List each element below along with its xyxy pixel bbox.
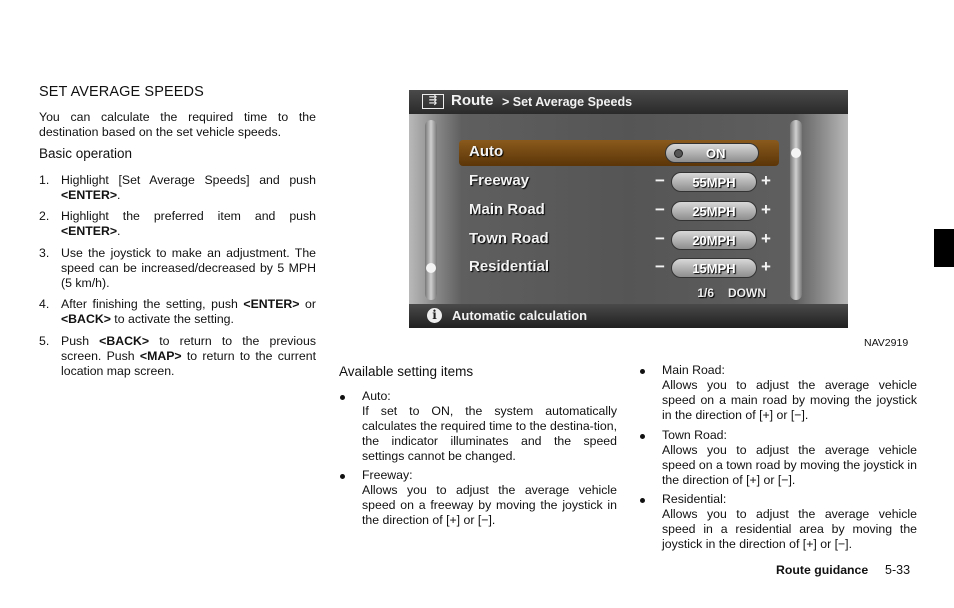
- figure-caption: NAV2919: [864, 337, 909, 349]
- route-icon: ⇶: [422, 94, 444, 109]
- row-main-road[interactable]: [459, 198, 779, 224]
- step-number: 1.: [39, 173, 50, 187]
- intro-paragraph: You can calculate the required time to the destination based on the set vehicle speeds.: [39, 110, 316, 139]
- step-text: .: [117, 188, 121, 202]
- basic-operation-heading: Basic operation: [39, 146, 133, 161]
- bullet-icon: [640, 498, 645, 503]
- bullet-icon: [340, 395, 345, 400]
- row-auto[interactable]: [459, 140, 779, 166]
- bullet-icon: [340, 474, 345, 479]
- speed-value: 20MPH: [671, 230, 757, 250]
- step-number: 3.: [39, 246, 50, 260]
- step-text: to return to the previous screen. Push: [61, 334, 316, 363]
- enter-key: <ENTER>: [243, 297, 300, 311]
- nav-screen-figure: [409, 90, 848, 328]
- scrollbar-left: [425, 120, 437, 300]
- step-number: 2.: [39, 209, 50, 223]
- item-town-road: [640, 428, 917, 488]
- step-text: or: [299, 297, 316, 311]
- back-key: <BACK>: [61, 312, 111, 326]
- map-key: <MAP>: [139, 349, 182, 363]
- info-icon: i: [427, 308, 442, 323]
- item-name: Residential:: [662, 492, 727, 506]
- step-5: [39, 334, 316, 379]
- item-description: If set to ON, the system automatically calculates the required time to the destina-tion, the indicator illuminates and the speed settings cannot be changed.: [362, 404, 617, 463]
- step-number: 4.: [39, 297, 50, 311]
- step-text: to activate the setting.: [110, 312, 234, 326]
- decrease-button[interactable]: −: [655, 200, 665, 219]
- footer-section-name: Route guidance: [776, 563, 869, 577]
- item-name: Auto:: [362, 389, 391, 403]
- step-text: Push: [61, 334, 100, 348]
- available-items-heading: Available setting items: [339, 364, 474, 379]
- row-label: Main Road: [469, 201, 545, 218]
- item-description: Allows you to adjust the average vehicle speed on a town road by moving the joystick in the direction of [+] or [−].: [662, 443, 917, 487]
- screen-title-bar: [409, 90, 848, 114]
- item-name: Main Road:: [662, 363, 725, 377]
- speed-value: 15MPH: [671, 258, 757, 278]
- row-label: Freeway: [469, 172, 530, 189]
- step-number: 5.: [39, 334, 50, 348]
- screen-title: Route: [451, 92, 494, 109]
- enter-key: <ENTER>: [61, 188, 118, 202]
- bullet-icon: [640, 434, 645, 439]
- item-residential: [640, 492, 917, 552]
- screen-footer: [409, 304, 848, 328]
- item-main-road: [640, 363, 917, 423]
- enter-key: <ENTER>: [61, 224, 118, 238]
- scroll-indicator: [426, 263, 436, 273]
- auto-toggle[interactable]: [665, 143, 759, 163]
- row-freeway[interactable]: [459, 169, 779, 195]
- page-down-label[interactable]: DOWN: [728, 286, 766, 300]
- decrease-button[interactable]: −: [655, 257, 665, 276]
- page-count: 1/6: [697, 286, 714, 300]
- step-text: Highlight the preferred item and push: [61, 209, 316, 223]
- row-label: Town Road: [469, 230, 549, 247]
- step-text: Highlight [Set Average Speeds] and push: [61, 173, 316, 187]
- scroll-indicator: [791, 148, 801, 158]
- step-4: [39, 297, 316, 327]
- indicator-icon: [674, 149, 683, 158]
- item-auto: [340, 389, 617, 464]
- increase-button[interactable]: +: [761, 200, 771, 219]
- step-text: After finishing the setting, push: [61, 297, 244, 311]
- increase-button[interactable]: +: [761, 229, 771, 248]
- item-description: Allows you to adjust the average vehicle speed on a main road by moving the joystick in the direction of [+] or [−].: [662, 378, 917, 422]
- row-label: Auto: [469, 143, 504, 160]
- decrease-button[interactable]: −: [655, 171, 665, 190]
- decrease-button[interactable]: −: [655, 229, 665, 248]
- item-freeway: [340, 468, 617, 528]
- speed-value: 55MPH: [671, 172, 757, 192]
- increase-button[interactable]: +: [761, 171, 771, 190]
- row-residential[interactable]: [459, 255, 779, 281]
- page-number: 5-33: [885, 563, 911, 577]
- step-text: Use the joystick to make an adjustment. The speed can be increased/decreased by 5 MPH (5 km/h).: [61, 246, 316, 290]
- item-name: Freeway:: [362, 468, 413, 482]
- back-key: <BACK>: [99, 334, 150, 348]
- item-description: Allows you to adjust the average vehicle speed in a residential area by moving the joystick in the direction of [+] or [−].: [662, 507, 917, 551]
- step-text: .: [117, 224, 121, 238]
- step-text: to return to the current location map screen.: [61, 349, 316, 378]
- speed-value: 25MPH: [671, 201, 757, 221]
- page-indicator: [697, 286, 766, 300]
- increase-button[interactable]: +: [761, 257, 771, 276]
- scrollbar-right: [790, 120, 802, 300]
- toggle-value: ON: [706, 146, 726, 161]
- step-3: [39, 246, 316, 291]
- item-description: Allows you to adjust the average vehicle speed on a freeway by moving the joystick in the direction of [+] or [−].: [362, 483, 617, 527]
- footer-help-text: Automatic calculation: [452, 308, 588, 323]
- step-2: [39, 209, 316, 239]
- section-title: SET AVERAGE SPEEDS: [39, 84, 204, 100]
- bullet-icon: [640, 369, 645, 374]
- screen-breadcrumb: > Set Average Speeds: [502, 95, 633, 109]
- chapter-tab: [934, 229, 954, 267]
- row-label: Residential: [469, 258, 550, 275]
- step-1: [39, 173, 316, 203]
- row-town-road[interactable]: [459, 227, 779, 253]
- item-name: Town Road:: [662, 428, 727, 442]
